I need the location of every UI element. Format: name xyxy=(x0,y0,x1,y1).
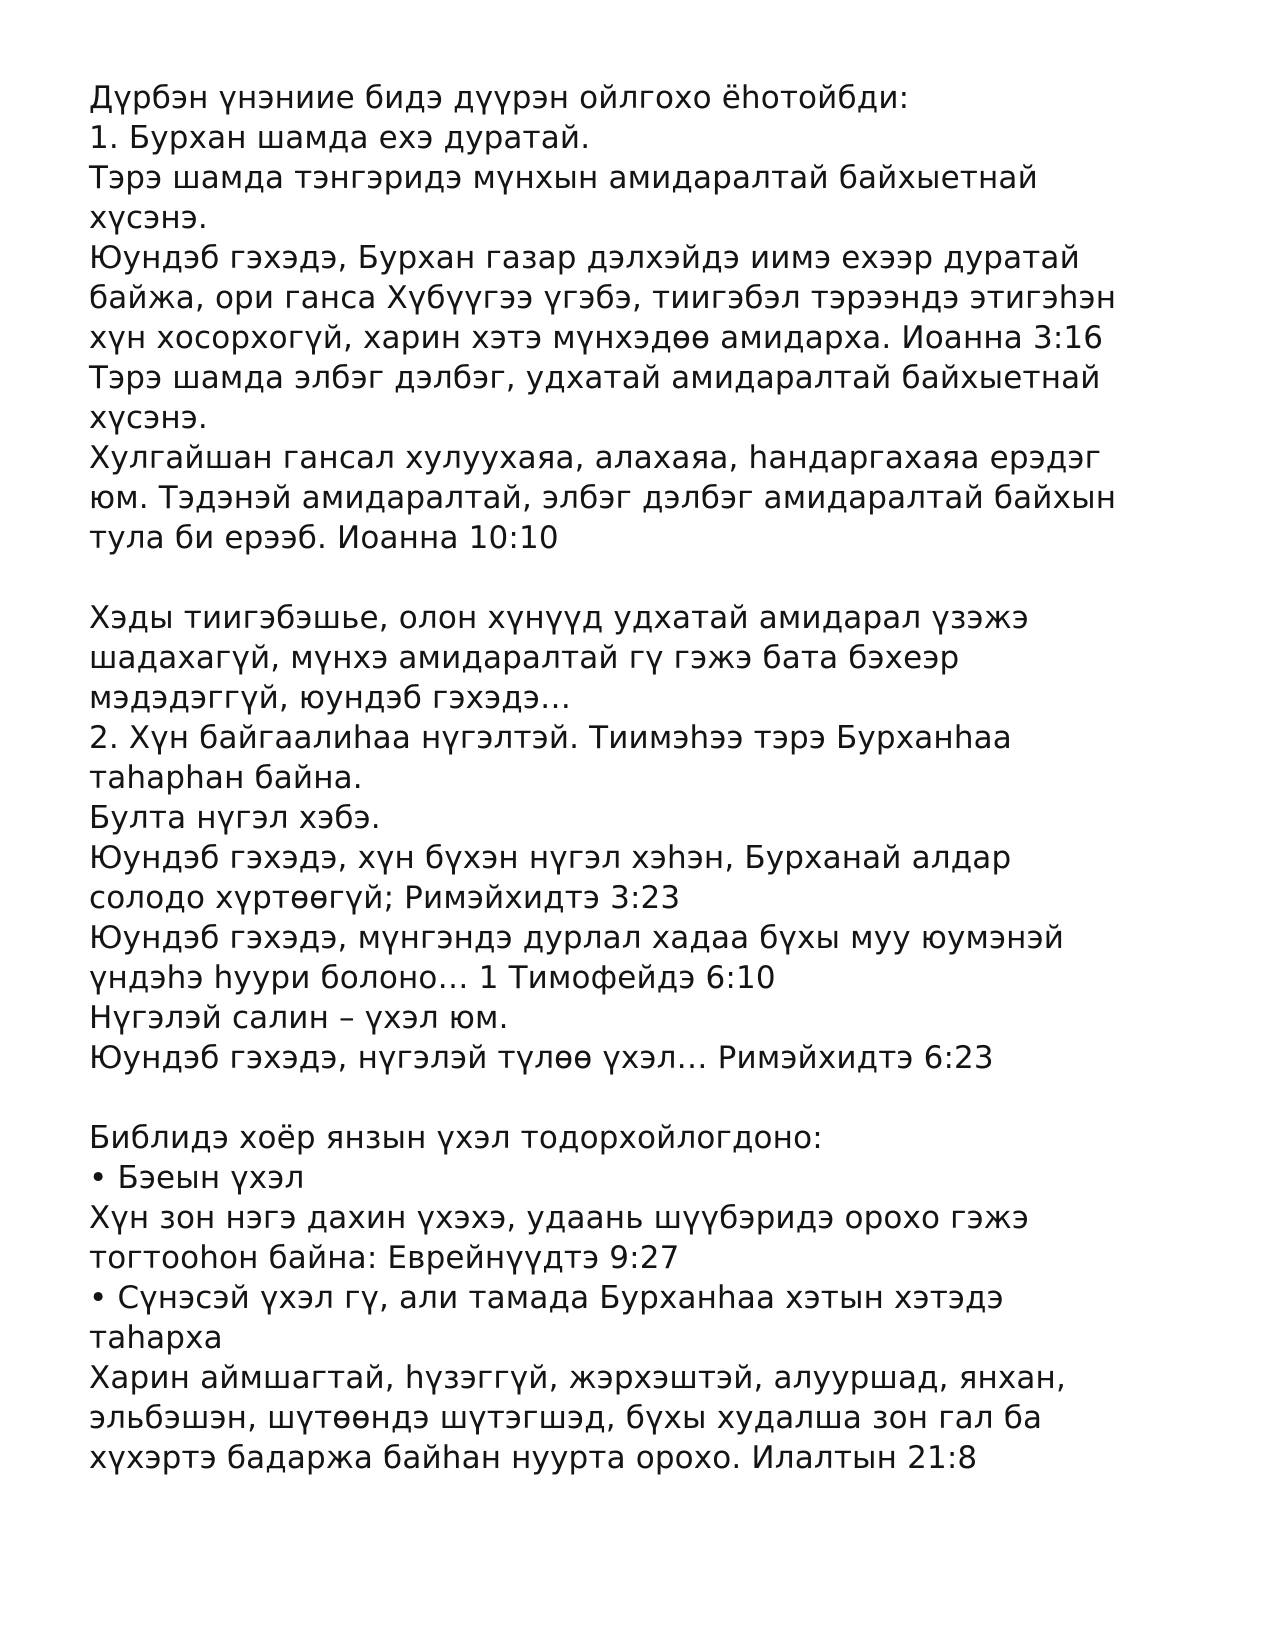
text-line: Хулгайшан гансал хулуухаяа, алахаяа, һандаргахаяа ерэдэг xyxy=(89,440,1102,476)
text-line: таһарха xyxy=(89,1320,223,1356)
text-line: үндэһэ һуури болоно… 1 Тимофейдэ 6:10 xyxy=(89,960,776,996)
text-line: Тэрэ шамда тэнгэридэ мүнхын амидаралтай байхыетнай xyxy=(89,160,1038,196)
text-line: байжа, ори ганса Хүбүүгээ үгэбэ, тиигэбэл тэрээндэ этигэһэн xyxy=(89,280,1117,316)
text-line: эльбэшэн, шүтөөндэ шүтэгшэд, бүхы худалша зон гал ба xyxy=(89,1400,1043,1436)
text-line: хүн хосорхогүй, харин хэтэ мүнхэдөө амидарха. Иоанна 3:16 xyxy=(89,320,1104,356)
text-line: Юундэб гэхэдэ, нүгэлэй түлөө үхэл… Римэйхидтэ 6:23 xyxy=(89,1040,994,1076)
text-line: Хүн зон нэгэ дахин үхэхэ, удаань шүүбэридэ орохо гэжэ xyxy=(89,1200,1029,1236)
text-line: Тэрэ шамда элбэг дэлбэг, удхатай амидаралтай байхыетнай xyxy=(89,360,1101,396)
text-line: • Сүнэсэй үхэл гү, али тамада Бурханһаа хэтын хэтэдэ xyxy=(89,1280,1004,1316)
text-line: тула би ерээб. Иоанна 10:10 xyxy=(89,520,559,556)
text-line: Дүрбэн үнэниие бидэ дүүрэн ойлгохо ёһотойбди: xyxy=(89,80,910,116)
text-line: Харин аймшагтай, һүзэггүй, жэрхэштэй, алууршад, янхан, xyxy=(89,1360,1066,1396)
paragraph-gap xyxy=(89,558,1219,598)
text-line: Юундэб гэхэдэ, мүнгэндэ дурлал хадаа бүхы муу юумэнэй xyxy=(89,920,1065,956)
text-line: Булта нүгэл хэбэ. xyxy=(89,800,381,836)
section-sin xyxy=(89,598,1219,1078)
text-line: солодо хүртөөгүй; Римэйхидтэ 3:23 xyxy=(89,880,681,916)
text-line: Юундэб гэхэдэ, Бурхан газар дэлхэйдэ иимэ ехээр дуратай xyxy=(89,240,1080,276)
document-page xyxy=(89,78,1219,1478)
section-death xyxy=(89,1118,1219,1478)
text-line: хүсэнэ. xyxy=(89,200,208,236)
text-line: • Бэеын үхэл xyxy=(89,1160,305,1196)
text-line: 1. Бурхан шамда ехэ дуратай. xyxy=(89,120,591,156)
text-line: шадахагүй, мүнхэ амидаралтай гү гэжэ бата бэхеэр xyxy=(89,640,960,676)
text-line: хүсэнэ. xyxy=(89,400,208,436)
text-line: тогтооһон байна: Еврейнүүдтэ 9:27 xyxy=(89,1240,680,1276)
paragraph-gap xyxy=(89,1078,1219,1118)
text-line: хүхэртэ бадаржа байһан нуурта орохо. Илалтын 21:8 xyxy=(89,1440,978,1476)
section-four-truths xyxy=(89,78,1219,558)
text-line: Нүгэлэй салин – үхэл юм. xyxy=(89,1000,509,1036)
text-line: Хэды тиигэбэшье, олон хүнүүд удхатай амидарал үзэжэ xyxy=(89,600,1029,636)
text-line: Юундэб гэхэдэ, хүн бүхэн нүгэл хэһэн, Бурханай алдар xyxy=(89,840,1012,876)
text-line: таһарһан байна. xyxy=(89,760,363,796)
text-line: Библидэ хоёр янзын үхэл тодорхойлогдоно: xyxy=(89,1120,823,1156)
text-line: мэдэдэггүй, юундэб гэхэдэ… xyxy=(89,680,572,716)
text-line: юм. Тэдэнэй амидаралтай, элбэг дэлбэг амидаралтай байхын xyxy=(89,480,1117,516)
text-line: 2. Хүн байгаалиһаа нүгэлтэй. Тиимэһээ тэрэ Бурханһаа xyxy=(89,720,1012,756)
